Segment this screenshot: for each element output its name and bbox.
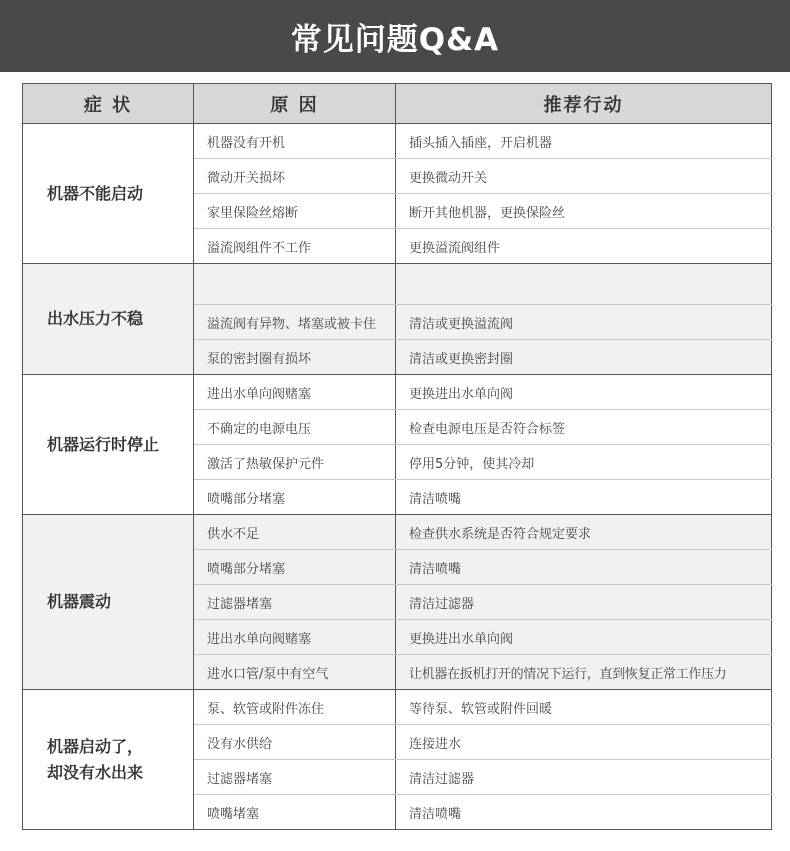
action-cell: 清洁过滤器 xyxy=(396,760,772,795)
symptom-text: 机器震动 xyxy=(47,592,112,611)
cause-cell: 供水不足 xyxy=(194,515,396,550)
action-cell: 清洁喷嘴 xyxy=(396,550,772,585)
cause-cell: 喷嘴堵塞 xyxy=(194,795,396,830)
cause-cell: 喷嘴部分堵塞 xyxy=(194,480,396,515)
cause-cell: 进出水单向阀赌塞 xyxy=(194,375,396,410)
action-cell: 等待泵、软管或附件回暖 xyxy=(396,690,772,725)
cause-cell: 激活了热敏保护元件 xyxy=(194,445,396,480)
header-action: 推荐行动 xyxy=(396,84,772,124)
faq-table xyxy=(22,83,772,830)
action-cell: 断开其他机器，更换保险丝 xyxy=(396,194,772,229)
cause-cell: 机器没有开机 xyxy=(194,124,396,159)
group-unstable-pressure xyxy=(23,264,772,375)
symptom-text: 机器不能启动 xyxy=(47,183,144,203)
symptom-text-line-2: 却没有水出来 xyxy=(47,762,144,782)
action-cell: 清洁过滤器 xyxy=(396,585,772,620)
group-machine-wont-start xyxy=(23,124,772,264)
group-machine-vibrates xyxy=(23,515,772,690)
header-row xyxy=(23,84,772,124)
action-cell: 清洁或更换密封圈 xyxy=(396,340,772,375)
action-cell: 连接进水 xyxy=(396,725,772,760)
cause-cell: 家里保险丝熔断 xyxy=(194,194,396,229)
action-cell: 更换进出水单向阀 xyxy=(396,620,772,655)
page-title: 常见问题Q&A xyxy=(290,21,500,58)
cause-cell: 过滤器堵塞 xyxy=(194,760,396,795)
table-row xyxy=(23,375,772,410)
cause-cell: 泵、软管或附件冻住 xyxy=(194,690,396,725)
table-row xyxy=(23,264,772,305)
group-stops-while-running xyxy=(23,375,772,515)
table-row xyxy=(23,124,772,159)
cause-cell: 溢流阀组件不工作 xyxy=(194,229,396,264)
symptom-text-line-1: 机器启动了， xyxy=(47,736,144,756)
cause-cell: 微动开关损坏 xyxy=(194,159,396,194)
cause-cell: 喷嘴部分堵塞 xyxy=(194,550,396,585)
action-cell: 清洁或更换溢流阀 xyxy=(396,305,772,340)
symptom-cell xyxy=(23,690,194,830)
cause-cell: 进水口管/泵中有空气 xyxy=(194,655,396,690)
symptom-cell xyxy=(23,264,194,375)
table-row xyxy=(23,515,772,550)
header-symptom: 症 状 xyxy=(23,84,194,124)
symptom-cell xyxy=(23,515,194,690)
action-cell: 检查供水系统是否符合规定要求 xyxy=(396,515,772,550)
action-cell: 清洁喷嘴 xyxy=(396,795,772,830)
cause-cell: 泵的密封圈有损坏 xyxy=(194,340,396,375)
action-cell: 清洁喷嘴 xyxy=(396,480,772,515)
symptom-text: 机器运行时停止 xyxy=(47,434,160,454)
action-cell: 检查电源电压是否符合标签 xyxy=(396,410,772,445)
action-cell: 插头插入插座，开启机器 xyxy=(396,124,772,159)
table-row xyxy=(23,690,772,725)
action-cell xyxy=(396,264,772,305)
action-cell: 更换进出水单向阀 xyxy=(396,375,772,410)
title-banner xyxy=(0,0,790,72)
group-no-water-output xyxy=(23,690,772,830)
symptom-cell xyxy=(23,124,194,264)
cause-cell xyxy=(194,264,396,305)
action-cell: 让机器在扳机打开的情况下运行，直到恢复正常工作压力 xyxy=(396,655,772,690)
cause-cell: 过滤器堵塞 xyxy=(194,585,396,620)
cause-cell: 进出水单向阀赌塞 xyxy=(194,620,396,655)
symptom-text: 出水压力不稳 xyxy=(47,309,144,328)
symptom-cell xyxy=(23,375,194,515)
action-cell: 停用5分钟，使其冷却 xyxy=(396,445,772,480)
action-cell: 更换溢流阀组件 xyxy=(396,229,772,264)
action-cell: 更换微动开关 xyxy=(396,159,772,194)
cause-cell: 没有水供给 xyxy=(194,725,396,760)
cause-cell: 不确定的电源电压 xyxy=(194,410,396,445)
cause-cell: 溢流阀有异物、堵塞或被卡住 xyxy=(194,305,396,340)
header-cause: 原 因 xyxy=(194,84,396,124)
